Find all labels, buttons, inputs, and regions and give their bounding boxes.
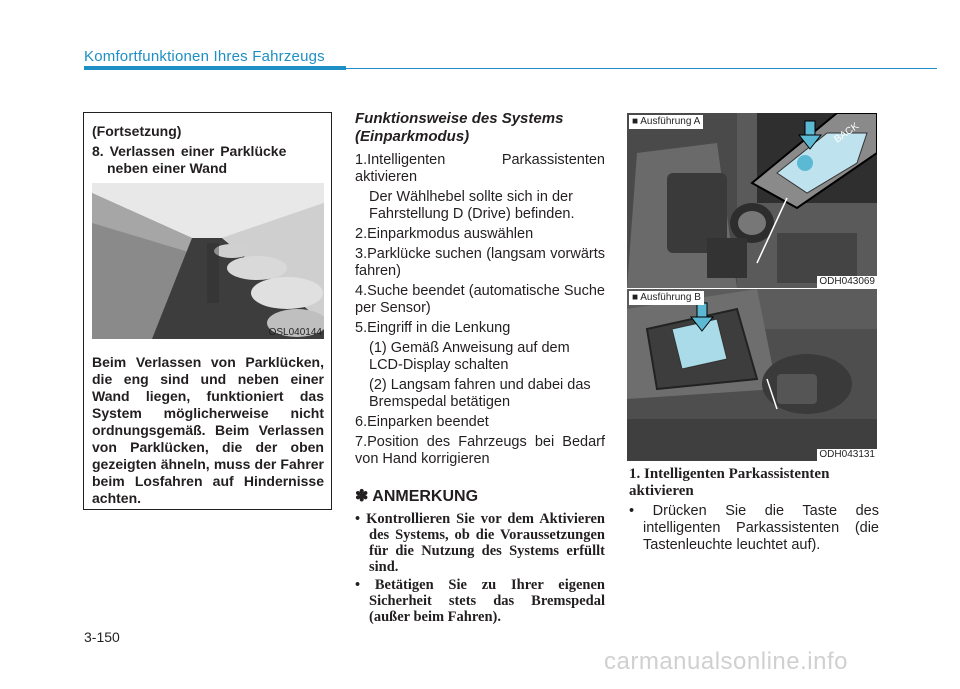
- step-8-title-cont: neben einer Wand: [107, 160, 228, 176]
- console-photo-b: [627, 289, 877, 461]
- activate-bullet: • Drücken Sie die Taste des intelligenten Parkassistenten (die Tastenleuchte leuchtet auf).: [629, 503, 879, 553]
- system-heading: Funktionsweise des Systems (Einparkmodus): [355, 110, 564, 145]
- variant-b-label: ■ Ausführung B: [629, 291, 704, 305]
- step-7: 7.Position des Fahrzeugs bei Bedarf von Hand korrigieren: [355, 434, 605, 467]
- activate-heading: [629, 466, 879, 500]
- header-rule-thin: [346, 68, 937, 69]
- step-5-sub-2: (2) Langsam fahren und dabei das Bremspedal betätigen: [369, 377, 591, 410]
- note-heading: ✽ ANMERKUNG: [355, 488, 479, 505]
- continued-label: (Fortsetzung): [92, 123, 182, 139]
- continued-box: [83, 112, 332, 510]
- note-item-1: • Kontrollieren Sie vor dem Aktivieren des Systems, ob die Voraussetzungen für die Nutzung des Systems erfüllt sind.: [355, 511, 605, 575]
- back-button-text: BACK: [832, 120, 862, 146]
- step-2: 2.Einparkmodus auswählen: [355, 226, 534, 242]
- photo-a-code: ODH043069: [819, 276, 875, 287]
- step-6: 6.Einparken beendet: [355, 414, 489, 430]
- warning-text: Beim Verlassen von Parklücken, die eng sind und neben einer Wand liegen, funktioniert das System möglicherweise nicht ordnungsgemäß. Beim Verlassen von Parklücken, die der oben gezeigten ähneln, muss der Fahrer beim Losfahren auf Hindernisse achten.: [92, 354, 324, 506]
- middle-column: [355, 110, 605, 627]
- wall-parking-photo: [92, 183, 324, 339]
- photo-code: OSL040144: [268, 327, 322, 338]
- page-number: 3-150: [84, 629, 120, 645]
- photo-b-code: ODH043131: [819, 449, 875, 460]
- step-8-title: 8. Verlassen einer Parklücke: [92, 143, 287, 159]
- console-photo-a: [627, 113, 877, 288]
- note-item-2: • Betätigen Sie zu Ihrer eigenen Sicherheit stets das Bremspedal (außer beim Fahren).: [355, 577, 605, 625]
- step-5-sub-1: (1) Gemäß Anweisung auf dem LCD-Display schalten: [369, 340, 570, 373]
- header-rule-thick: [84, 66, 346, 70]
- step-3: 3.Parklücke suchen (langsam vorwärts fahren): [355, 246, 605, 279]
- step-1: 1.Intelligenten Parkassistenten aktivieren: [355, 152, 605, 185]
- activate-heading-line-1: 1. Intelligenten Parkassistenten: [629, 466, 830, 482]
- section-title: Komfortfunktionen Ihres Fahrzeugs: [84, 48, 325, 65]
- step-5: 5.Eingriff in die Lenkung: [355, 320, 511, 336]
- step-4: 4.Suche beendet (automatische Suche per Sensor): [355, 283, 605, 316]
- activate-heading-line-2: aktivieren: [629, 483, 694, 499]
- step-1-detail: Der Wählhebel sollte sich in der Fahrstellung D (Drive) befinden.: [369, 189, 575, 222]
- watermark: carmanualsonline.info: [604, 648, 848, 675]
- variant-a-label: ■ Ausführung A: [629, 115, 703, 129]
